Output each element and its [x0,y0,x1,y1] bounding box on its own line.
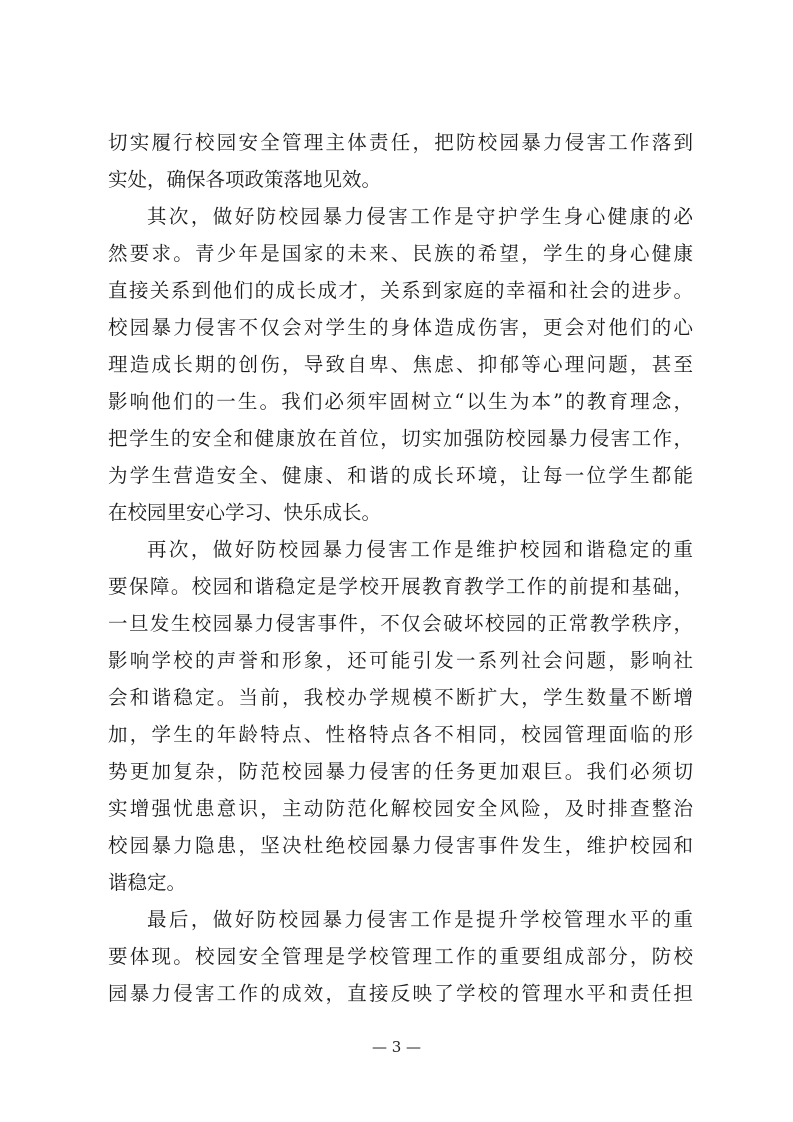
paragraph [108,124,693,198]
text-line: 势更加复杂，防范校园暴力侵害的任务更加艰巨。我们必须切 [108,760,693,783]
text-line: 其次，做好防校园暴力侵害工作是守护学生身心健康的必 [147,205,693,228]
text-line: 影响他们的一生。我们必须牢固树立“以生为本”的教育理念， [108,390,693,413]
text-line: 加，学生的年龄特点、性格特点各不相同，校园管理面临的形 [108,723,693,746]
text-line: 园暴力侵害工作的成效，直接反映了学校的管理水平和责任担 [108,982,693,1005]
paragraph [108,198,693,531]
text-line: 为学生营造安全、健康、和谐的成长环境，让每一位学生都能 [108,464,693,487]
text-line: 切实履行校园安全管理主体责任，把防校园暴力侵害工作落到 [108,131,693,154]
text-line: 要保障。校园和谐稳定是学校开展教育教学工作的前提和基础， [108,575,693,598]
text-line: 校园暴力隐患，坚决杜绝校园暴力侵害事件发生，维护校园和 [108,834,693,857]
text-line: 影响学校的声誉和形象，还可能引发一系列社会问题，影响社 [108,649,693,672]
text-line: 实增强忧患意识，主动防范化解校园安全风险，及时排查整治 [108,797,693,820]
text-line: 再次，做好防校园暴力侵害工作是维护校园和谐稳定的重 [147,538,693,561]
paragraph [108,531,693,901]
text-line: 在校园里安心学习、快乐成长。 [108,501,382,524]
text-line: 一旦发生校园暴力侵害事件，不仅会破坏校园的正常教学秩序， [108,612,693,635]
body-text [108,124,693,1012]
text-line: 会和谐稳定。当前，我校办学规模不断扩大，学生数量不断增 [108,686,693,709]
text-line: 谐稳定。 [108,871,187,894]
text-line: 要体现。校园安全管理是学校管理工作的重要组成部分，防校 [108,945,693,968]
text-line: 校园暴力侵害不仅会对学生的身体造成伤害，更会对他们的心 [108,316,693,339]
text-line: 然要求。青少年是国家的未来、民族的希望，学生的身心健康 [108,242,693,265]
text-line: 实处，确保各项政策落地见效。 [108,168,382,191]
paragraph [108,901,693,1012]
text-line: 直接关系到他们的成长成才，关系到家庭的幸福和社会的进步。 [108,279,693,302]
text-line: 最后，做好防校园暴力侵害工作是提升学校管理水平的重 [147,908,693,931]
page-number: — 3 — [371,1038,422,1056]
text-line: 把学生的安全和健康放在首位，切实加强防校园暴力侵害工作， [108,427,693,450]
text-line: 理造成长期的创伤，导致自卑、焦虑、抑郁等心理问题，甚至 [108,353,693,376]
